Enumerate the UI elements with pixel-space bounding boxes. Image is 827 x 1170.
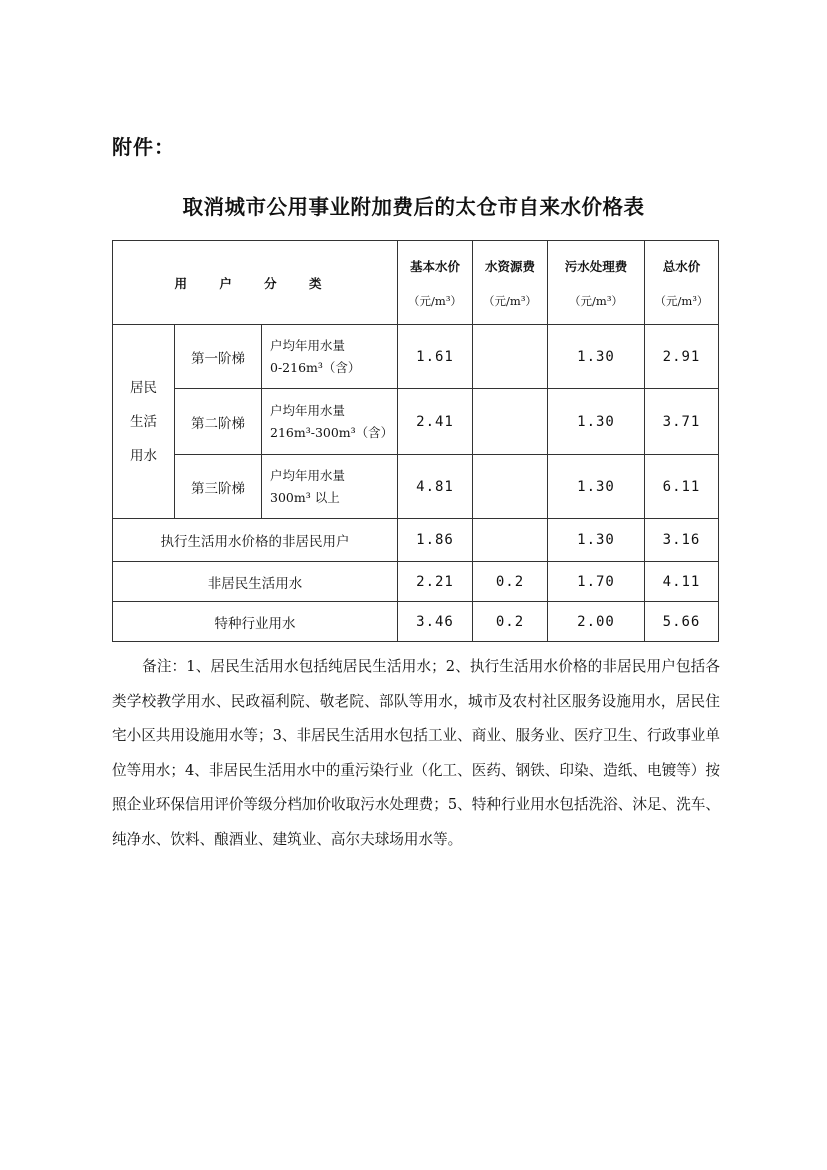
- header-total-price: 总水价 （元/m³）: [645, 241, 719, 325]
- basic-price-cell: 1.61: [398, 325, 473, 389]
- resource-fee-cell: [473, 325, 548, 389]
- resource-fee-cell: [473, 455, 548, 519]
- user-category-label: 特种行业用水: [113, 602, 398, 642]
- basic-price-cell: 1.86: [398, 519, 473, 562]
- basic-price-cell: 2.41: [398, 389, 473, 455]
- header-basic-price: 基本水价 （元/m³）: [398, 241, 473, 325]
- resource-fee-cell: 0.2: [473, 602, 548, 642]
- table-row: [113, 455, 719, 519]
- table-row: [113, 389, 719, 455]
- table-row: [113, 325, 719, 389]
- sewage-fee-cell: 1.30: [548, 325, 645, 389]
- total-price-cell: 3.71: [645, 389, 719, 455]
- header-resource-fee: 水资源费 （元/m³）: [473, 241, 548, 325]
- table-row: [113, 562, 719, 602]
- basic-price-cell: 2.21: [398, 562, 473, 602]
- tier-label: 第一阶梯: [175, 325, 262, 389]
- total-price-cell: 2.91: [645, 325, 719, 389]
- tier-condition: 户均年用水量 216m³-300m³（含）: [262, 389, 398, 455]
- residential-label: 居民 生活 用水: [113, 325, 175, 519]
- basic-price-cell: 3.46: [398, 602, 473, 642]
- basic-price-cell: 4.81: [398, 455, 473, 519]
- water-price-table: [112, 240, 719, 642]
- document-title: 取消城市公用事业附加费后的太仓市自来水价格表: [182, 195, 645, 219]
- header-sewage-fee: 污水处理费 （元/m³）: [548, 241, 645, 325]
- tier-condition: 户均年用水量 0-216m³（含）: [262, 325, 398, 389]
- resource-fee-cell: [473, 389, 548, 455]
- tier-label: 第二阶梯: [175, 389, 262, 455]
- user-type-header: 用 户 分 类: [113, 241, 398, 325]
- remarks-paragraph: 备注：1、居民生活用水包括纯居民生活用水；2、执行生活用水价格的非居民用户包括各类学校教学用水、民政福利院、敬老院、部队等用水，城市及农村社区服务设施用水，居民住宅小区共用设施用水等；3、非居民生活用水包括工业、商业、服务业、医疗卫生、行政事业单位等用水；4、非居民生活用水中的重污染行业（化工、医药、钢铁、印染、造纸、电镀等）按照企业环保信用评价等级分档加价收取污水处理费；5、特种行业用水包括洗浴、沐足、洗车、纯净水、饮料、酿酒业、建筑业、高尔夫球场用水等。: [112, 658, 720, 848]
- user-category-label: 执行生活用水价格的非居民用户: [113, 519, 398, 562]
- total-price-cell: 5.66: [645, 602, 719, 642]
- total-price-cell: 4.11: [645, 562, 719, 602]
- sewage-fee-cell: 1.30: [548, 389, 645, 455]
- user-category-label: 非居民生活用水: [113, 562, 398, 602]
- sewage-fee-cell: 1.30: [548, 455, 645, 519]
- tier-label: 第三阶梯: [175, 455, 262, 519]
- sewage-fee-cell: 1.70: [548, 562, 645, 602]
- total-price-cell: 6.11: [645, 455, 719, 519]
- attachment-label: 附件：: [112, 135, 175, 159]
- sewage-fee-cell: 1.30: [548, 519, 645, 562]
- total-price-cell: 3.16: [645, 519, 719, 562]
- table-header-row: [113, 241, 719, 325]
- tier-condition: 户均年用水量 300m³ 以上: [262, 455, 398, 519]
- resource-fee-cell: 0.2: [473, 562, 548, 602]
- resource-fee-cell: [473, 519, 548, 562]
- table-row: [113, 519, 719, 562]
- sewage-fee-cell: 2.00: [548, 602, 645, 642]
- table-row: [113, 602, 719, 642]
